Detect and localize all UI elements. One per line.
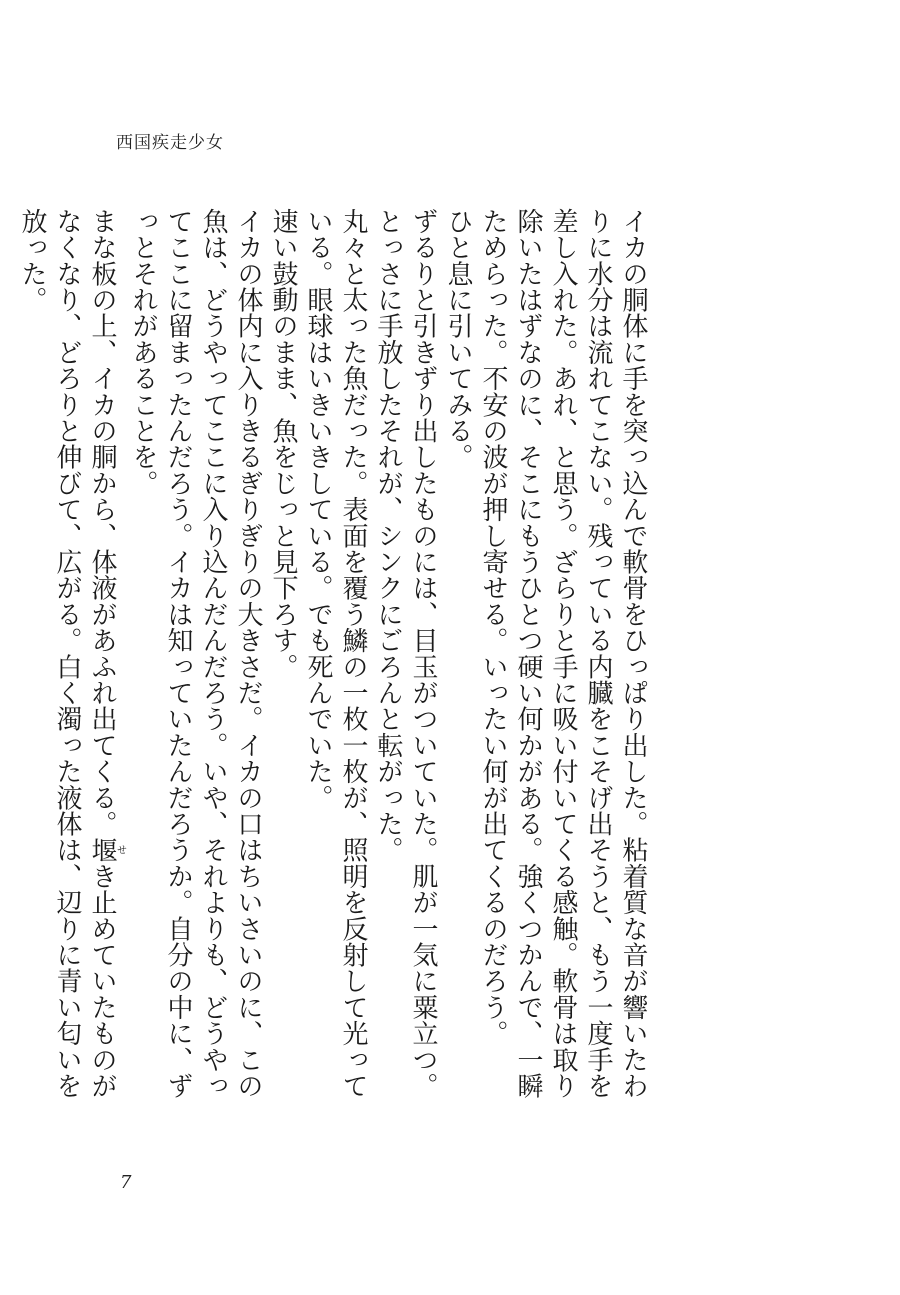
page-number: 7 bbox=[120, 1172, 132, 1193]
paragraph: ずるりと引きずり出したものには、目玉がついていた。肌が一気に粟立つ。とっさに手放したそれが、シンクにごろんと転がった。 bbox=[373, 208, 438, 1099]
body-text bbox=[14, 208, 650, 1108]
ruby-annotation bbox=[87, 836, 126, 864]
paragraph-text: き止めていたものがなくなり、どろりと伸びて、広がる。白く濁った液体は、辺りに青い匂いを放った。 bbox=[17, 208, 117, 1099]
running-title: 西国疾走少女 bbox=[116, 133, 224, 153]
paragraph: 速い鼓動のまま、魚をじっと見下ろす。 bbox=[268, 208, 298, 680]
ruby-base: 堰 bbox=[87, 836, 117, 864]
ruby-reading: せ bbox=[114, 836, 126, 864]
paragraph: イカの体内に入りきるぎりぎりの大きさだ。イカの口はちいさいのに、この魚は、どうやってここに入り込んだんだろう。いや、それよりも、どうやってここに留まったんだろう。イカは知っていたんだろうか。自分の中に、ずっとそれがあることを。 bbox=[128, 208, 263, 1099]
paragraph: ひと息に引いてみる。 bbox=[443, 208, 473, 470]
paragraph: イカの胴体に手を突っ込んで軟骨をひっぱり出した。粘着質な音が響いたわりに水分は流れてこない。残っている内臓をこそげ出そうと、もう一度手を差し入れた。あれ、と思う。ざらりと手に吸い付いてくる感触。軟骨は取り除いたはずなのに、そこにもうひとつ硬い何かがある。強くつかんで、一瞬ためらった。不安の波が押し寄せる。いったい何が出てくるのだろう。 bbox=[478, 208, 648, 1099]
paragraph: 丸々と太った魚だった。表面を覆う鱗の一枚一枚が、照明を反射して光っている。眼球はいきいきしている。でも死んでいた。 bbox=[303, 208, 368, 1099]
paragraph-text: まな板の上、イカの胴から、体液があふれ出てくる。 bbox=[87, 208, 117, 837]
paragraph bbox=[14, 208, 125, 1108]
